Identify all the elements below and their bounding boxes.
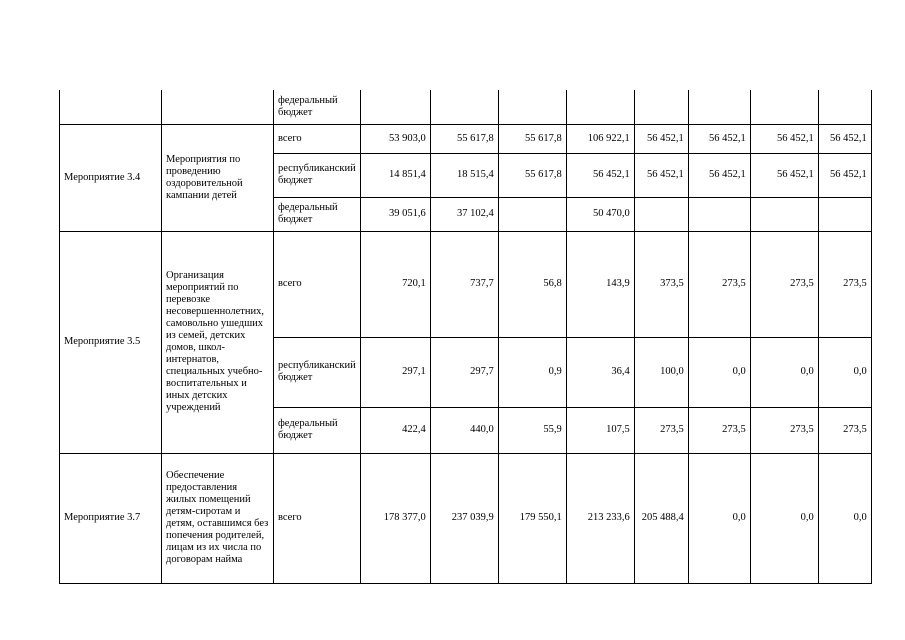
measure-description: Обеспечение предоставления жилых помещений детям-сиротам и детям, оставшимся без попечения родителей, лицам из их числа по договорам найма <box>162 453 274 583</box>
value-cell: 273,5 <box>688 231 750 337</box>
measure-name: Мероприятие 3.5 <box>60 231 162 453</box>
value-cell: 56 452,1 <box>634 124 688 153</box>
source-cell: всего <box>274 231 361 337</box>
value-cell: 179 550,1 <box>498 453 566 583</box>
value-cell: 273,5 <box>750 407 818 453</box>
source-cell: федеральный бюджет <box>274 407 361 453</box>
value-cell <box>818 90 871 124</box>
value-cell: 14 851,4 <box>360 153 430 197</box>
value-cell <box>634 197 688 231</box>
value-cell: 297,1 <box>360 337 430 407</box>
value-cell: 37 102,4 <box>430 197 498 231</box>
value-cell: 56 452,1 <box>634 153 688 197</box>
value-cell: 237 039,9 <box>430 453 498 583</box>
value-cell: 36,4 <box>566 337 634 407</box>
measure-cell <box>60 90 162 124</box>
value-cell: 100,0 <box>634 337 688 407</box>
source-cell: всего <box>274 124 361 153</box>
value-cell: 273,5 <box>818 407 871 453</box>
value-cell <box>566 90 634 124</box>
table-row <box>60 231 872 337</box>
value-cell: 56 452,1 <box>750 124 818 153</box>
value-cell: 143,9 <box>566 231 634 337</box>
source-cell: федеральный бюджет <box>274 90 361 124</box>
value-cell <box>818 197 871 231</box>
value-cell: 205 488,4 <box>634 453 688 583</box>
measure-name: Мероприятие 3.4 <box>60 124 162 231</box>
value-cell: 106 922,1 <box>566 124 634 153</box>
value-cell: 56,8 <box>498 231 566 337</box>
value-cell: 297,7 <box>430 337 498 407</box>
value-cell: 50 470,0 <box>566 197 634 231</box>
value-cell: 440,0 <box>430 407 498 453</box>
value-cell <box>688 197 750 231</box>
value-cell: 39 051,6 <box>360 197 430 231</box>
table-row <box>60 124 872 153</box>
measure-description: Мероприятия по проведению оздоровительной кампании детей <box>162 124 274 231</box>
value-cell: 0,0 <box>818 337 871 407</box>
source-cell: федеральный бюджет <box>274 197 361 231</box>
source-cell: республиканский бюджет <box>274 153 361 197</box>
value-cell: 422,4 <box>360 407 430 453</box>
budget-table <box>59 90 872 584</box>
value-cell: 55 617,8 <box>430 124 498 153</box>
value-cell: 0,0 <box>750 453 818 583</box>
value-cell: 107,5 <box>566 407 634 453</box>
value-cell: 720,1 <box>360 231 430 337</box>
value-cell: 56 452,1 <box>750 153 818 197</box>
value-cell: 18 515,4 <box>430 153 498 197</box>
source-cell: всего <box>274 453 361 583</box>
value-cell: 56 452,1 <box>566 153 634 197</box>
value-cell <box>360 90 430 124</box>
value-cell: 178 377,0 <box>360 453 430 583</box>
source-cell: республиканский бюджет <box>274 337 361 407</box>
measure-name: Мероприятие 3.7 <box>60 453 162 583</box>
value-cell: 213 233,6 <box>566 453 634 583</box>
table-row <box>60 90 872 124</box>
value-cell <box>750 90 818 124</box>
value-cell: 56 452,1 <box>688 124 750 153</box>
value-cell: 273,5 <box>750 231 818 337</box>
value-cell: 55 617,8 <box>498 124 566 153</box>
value-cell: 56 452,1 <box>818 153 871 197</box>
value-cell: 273,5 <box>688 407 750 453</box>
value-cell: 53 903,0 <box>360 124 430 153</box>
measure-description: Организация мероприятий по перевозке несовершеннолетних, самовольно ушедших из семей, детских домов, школ-интернатов, специальных учебно-воспитательных и иных детских учреждений <box>162 231 274 453</box>
value-cell <box>750 197 818 231</box>
table-row <box>60 453 872 583</box>
value-cell: 55,9 <box>498 407 566 453</box>
value-cell: 373,5 <box>634 231 688 337</box>
value-cell: 56 452,1 <box>818 124 871 153</box>
value-cell: 55 617,8 <box>498 153 566 197</box>
value-cell: 0,9 <box>498 337 566 407</box>
value-cell <box>498 90 566 124</box>
value-cell: 273,5 <box>818 231 871 337</box>
description-cell <box>162 90 274 124</box>
value-cell: 0,0 <box>818 453 871 583</box>
value-cell <box>634 90 688 124</box>
value-cell: 0,0 <box>688 453 750 583</box>
value-cell <box>430 90 498 124</box>
value-cell <box>688 90 750 124</box>
value-cell: 0,0 <box>688 337 750 407</box>
value-cell: 56 452,1 <box>688 153 750 197</box>
value-cell <box>498 197 566 231</box>
value-cell: 273,5 <box>634 407 688 453</box>
value-cell: 737,7 <box>430 231 498 337</box>
value-cell: 0,0 <box>750 337 818 407</box>
